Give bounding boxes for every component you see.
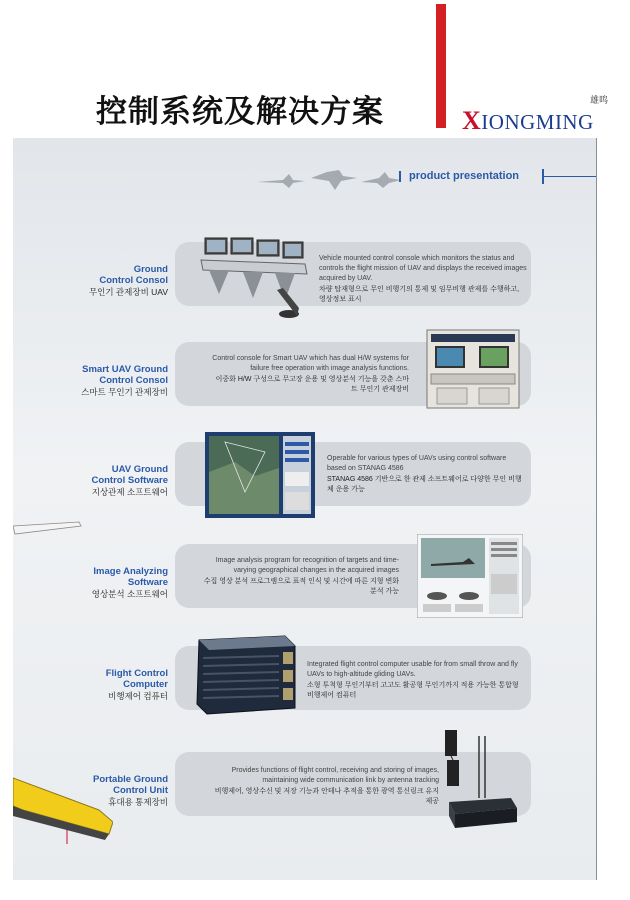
logo-initial: X [462,106,482,135]
ground-console-icon [199,234,311,324]
company-logo [462,92,612,135]
product-title-ko: 비행제어 컴퓨터 [108,691,168,701]
flight-computer-icon [189,630,301,722]
product-title-ko: 무인기 관제장비 UAV [88,287,168,297]
product-description [209,766,439,807]
product-title-ko: 영상분석 소프트웨어 [91,589,168,599]
product-description-ko: 차량 탑재형으로 무인 비행기의 통제 및 임무비행 관제를 수행하고, 영상정보 표시 [319,286,520,303]
aircraft-silhouettes-icon [253,164,403,194]
logo-rest: IONGMING [481,110,594,134]
product-row [13,234,596,314]
product-title-ko: 휴대용 통제장비 [108,797,168,807]
product-panel [13,138,596,880]
product-category [81,364,168,398]
product-description [209,354,409,395]
product-description-ko: 이중화 H/W 구성으로 무고장 운용 및 영상분석 기능을 갖춘 스마트 무인기 관제장비 [215,376,409,393]
product-description-en: Provides functions of flight control, receiving and storing of images, maintaining wide communication link by antenna tracking [231,767,439,784]
uav-yellow-wing-icon [13,770,113,850]
product-category [92,566,168,600]
product-description-ko: 소형 투척형 무인기부터 고고도 활공형 무인기까지 적용 가능한 통합형 비행제어 컴퓨터 [307,682,519,699]
uav-wing-tip-icon [13,520,83,538]
product-description-ko: 수집 영상 분석 프로그램으로 표적 인식 및 시간에 따른 지형 변화 분석 가능 [203,578,399,595]
product-category [91,464,168,498]
product-title-en: Ground Control Consol [99,264,168,286]
portable-unit-icon [441,726,521,836]
product-title-en: Image Analyzing Software [93,566,168,588]
section-label: product presentation [409,170,520,182]
product-description-en: Image analysis program for recognition of targets and time-varying geographical changes in the acquired images [215,557,399,574]
product-title-ko: 지상관제 소프트웨어 [91,487,168,497]
logo-wordmark [462,106,594,136]
product-description-ko: STANAG 4586 기반으로 한 관제 소프트웨어로 다양한 무인 비행체 운용 가능 [327,476,522,493]
product-row [13,638,596,718]
product-category [106,668,168,702]
product-description [319,254,527,305]
product-description-en: Integrated flight control computer usable for from small throw and fly UAVs to high-altitude gliding UAVs. [307,661,518,678]
logo-chinese-mark: 雄鸣 [590,96,609,106]
smart-console-icon [423,328,523,412]
product-title-en: Flight Control Computer [105,668,168,690]
product-description-en: Control console for Smart UAV which has dual H/W systems for failure free operation with image analysis functions. [212,355,409,372]
product-description-en: Operable for various types of UAVs using control software based on STANAG 4586 [327,455,507,472]
product-description [327,454,527,495]
product-row [13,334,596,414]
section-bar-left [399,171,401,182]
product-row [13,434,596,514]
image-analysis-icon [417,534,523,618]
product-description-ko: 비행제어, 영상수신 및 저장 기능과 안테나 추적을 통한 광역 통신링크 유지 제공 [214,788,439,805]
panel-right-rule [596,138,597,880]
product-title-en: Smart UAV Ground Control Consol [82,364,168,386]
product-description [307,660,527,701]
product-description-en: Vehicle mounted control console which monitors the status and controls the flight mission of UAV and displays the received images acquired by UAV. [319,255,527,282]
section-rule [544,176,596,177]
brand-red-bar [436,4,446,128]
product-row [13,536,596,616]
product-title-en: Portable Ground Control Unit [93,774,168,796]
product-title-ko: 스마트 무인기 관제장비 [81,387,168,397]
control-software-icon [205,432,315,518]
product-description [199,556,399,597]
page-title: 控制系统及解决方案 [96,94,384,130]
product-title-en: UAV Ground Control Software [91,464,168,486]
product-category [89,264,168,298]
